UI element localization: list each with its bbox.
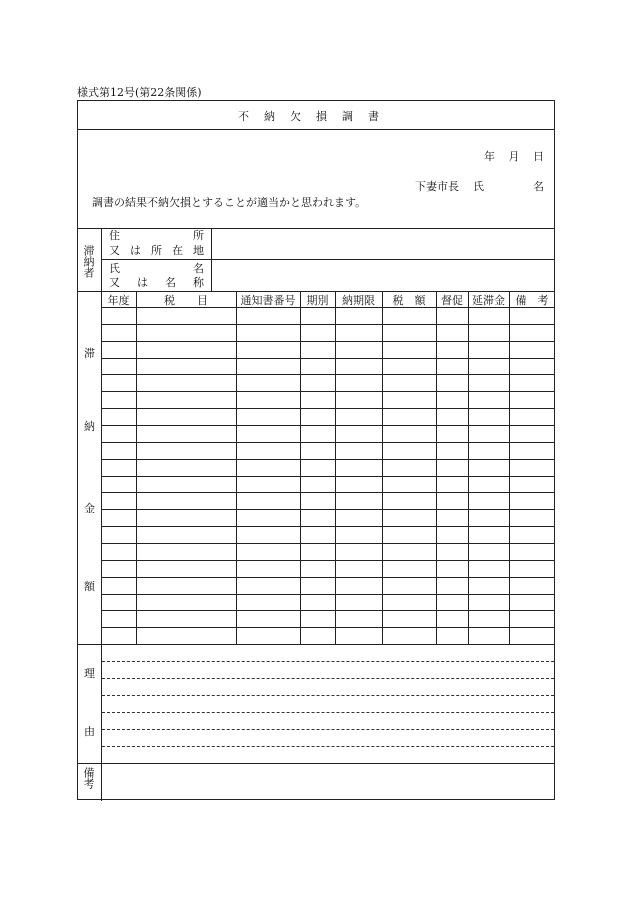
reason-label-1: 理 bbox=[84, 667, 95, 680]
mayor-name-line bbox=[473, 181, 544, 192]
left-label-column-line bbox=[101, 228, 102, 801]
column-header-tax-item: 税 目 bbox=[164, 293, 208, 307]
column-line bbox=[382, 291, 383, 644]
delinquent-label: 滞納者 bbox=[82, 244, 95, 278]
column-line bbox=[509, 291, 510, 644]
table-row-line bbox=[101, 492, 554, 493]
amount-label-1: 滞 bbox=[84, 347, 95, 360]
amount-label-4: 額 bbox=[84, 580, 95, 593]
amount-label-3: 金 bbox=[84, 502, 95, 515]
date-year-label: 年 bbox=[484, 150, 495, 163]
reason-divider bbox=[78, 763, 554, 764]
table-row-line bbox=[101, 341, 554, 342]
statement-text: 調書の結果不納欠損とすることが適当かと思われます。 bbox=[92, 196, 367, 209]
reason-writing-line bbox=[102, 661, 554, 662]
column-header-remarks: 備 考 bbox=[515, 293, 549, 307]
column-header-tax-amount: 税 額 bbox=[392, 293, 426, 307]
table-row-line bbox=[101, 358, 554, 359]
reason-writing-line bbox=[102, 695, 554, 696]
column-header-notice-number: 通知書番号 bbox=[240, 293, 296, 307]
table-row-line bbox=[101, 425, 554, 426]
table-row-line bbox=[101, 408, 554, 409]
address-line-1: 住 所 bbox=[109, 229, 204, 242]
table-bottom-divider bbox=[78, 644, 554, 645]
amount-label-2: 納 bbox=[84, 420, 95, 433]
title-divider bbox=[78, 129, 554, 130]
date-line bbox=[484, 151, 544, 162]
mayor-title: 下妻市長 bbox=[415, 180, 459, 193]
statement-divider bbox=[78, 228, 554, 229]
column-line bbox=[136, 291, 137, 644]
form-title: 不納欠損調書 bbox=[238, 110, 394, 123]
column-header-due-date: 納期限 bbox=[342, 293, 375, 307]
column-line bbox=[335, 291, 336, 644]
table-row-line bbox=[101, 374, 554, 375]
table-row-line bbox=[101, 442, 554, 443]
table-row-line bbox=[101, 594, 554, 595]
form-number: 様式第12号(第22条関係) bbox=[77, 86, 202, 99]
mayor-name-label-1: 氏 bbox=[473, 180, 484, 193]
table-row-line bbox=[101, 543, 554, 544]
date-month-label: 月 bbox=[508, 150, 520, 163]
reason-label-2: 由 bbox=[84, 725, 95, 738]
table-row-line bbox=[101, 577, 554, 578]
name-line-1: 氏 名 bbox=[109, 262, 204, 275]
mayor-name-label-2: 名 bbox=[533, 180, 544, 193]
address-name-divider bbox=[101, 259, 554, 260]
table-row-line bbox=[101, 560, 554, 561]
column-header-period: 期別 bbox=[306, 293, 329, 307]
address-line-2: 又 は 所 在 地 bbox=[109, 244, 204, 257]
table-row-line bbox=[101, 526, 554, 527]
column-line bbox=[236, 291, 237, 644]
reason-writing-line bbox=[102, 729, 554, 730]
table-row-line bbox=[101, 324, 554, 325]
reason-writing-line bbox=[102, 678, 554, 679]
remarks-label: 備考 bbox=[82, 767, 95, 789]
table-row-line bbox=[101, 476, 554, 477]
table-row-line bbox=[101, 627, 554, 628]
write-off-form bbox=[77, 100, 555, 800]
column-line bbox=[468, 291, 469, 644]
date-day-label: 日 bbox=[533, 150, 544, 163]
column-header-fiscal-year: 年度 bbox=[107, 293, 130, 307]
column-line bbox=[300, 291, 301, 644]
table-row-line bbox=[101, 509, 554, 510]
column-line bbox=[436, 291, 437, 644]
table-row-line bbox=[101, 391, 554, 392]
reason-writing-line bbox=[102, 746, 554, 747]
name-line-2: 又 は 名 称 bbox=[109, 276, 204, 289]
table-row-line bbox=[101, 459, 554, 460]
table-row-line bbox=[101, 307, 554, 308]
reason-writing-line bbox=[102, 712, 554, 713]
column-header-reminder: 督促 bbox=[441, 293, 463, 307]
column-header-late-fee: 延滞金 bbox=[472, 293, 505, 307]
table-row-line bbox=[101, 610, 554, 611]
